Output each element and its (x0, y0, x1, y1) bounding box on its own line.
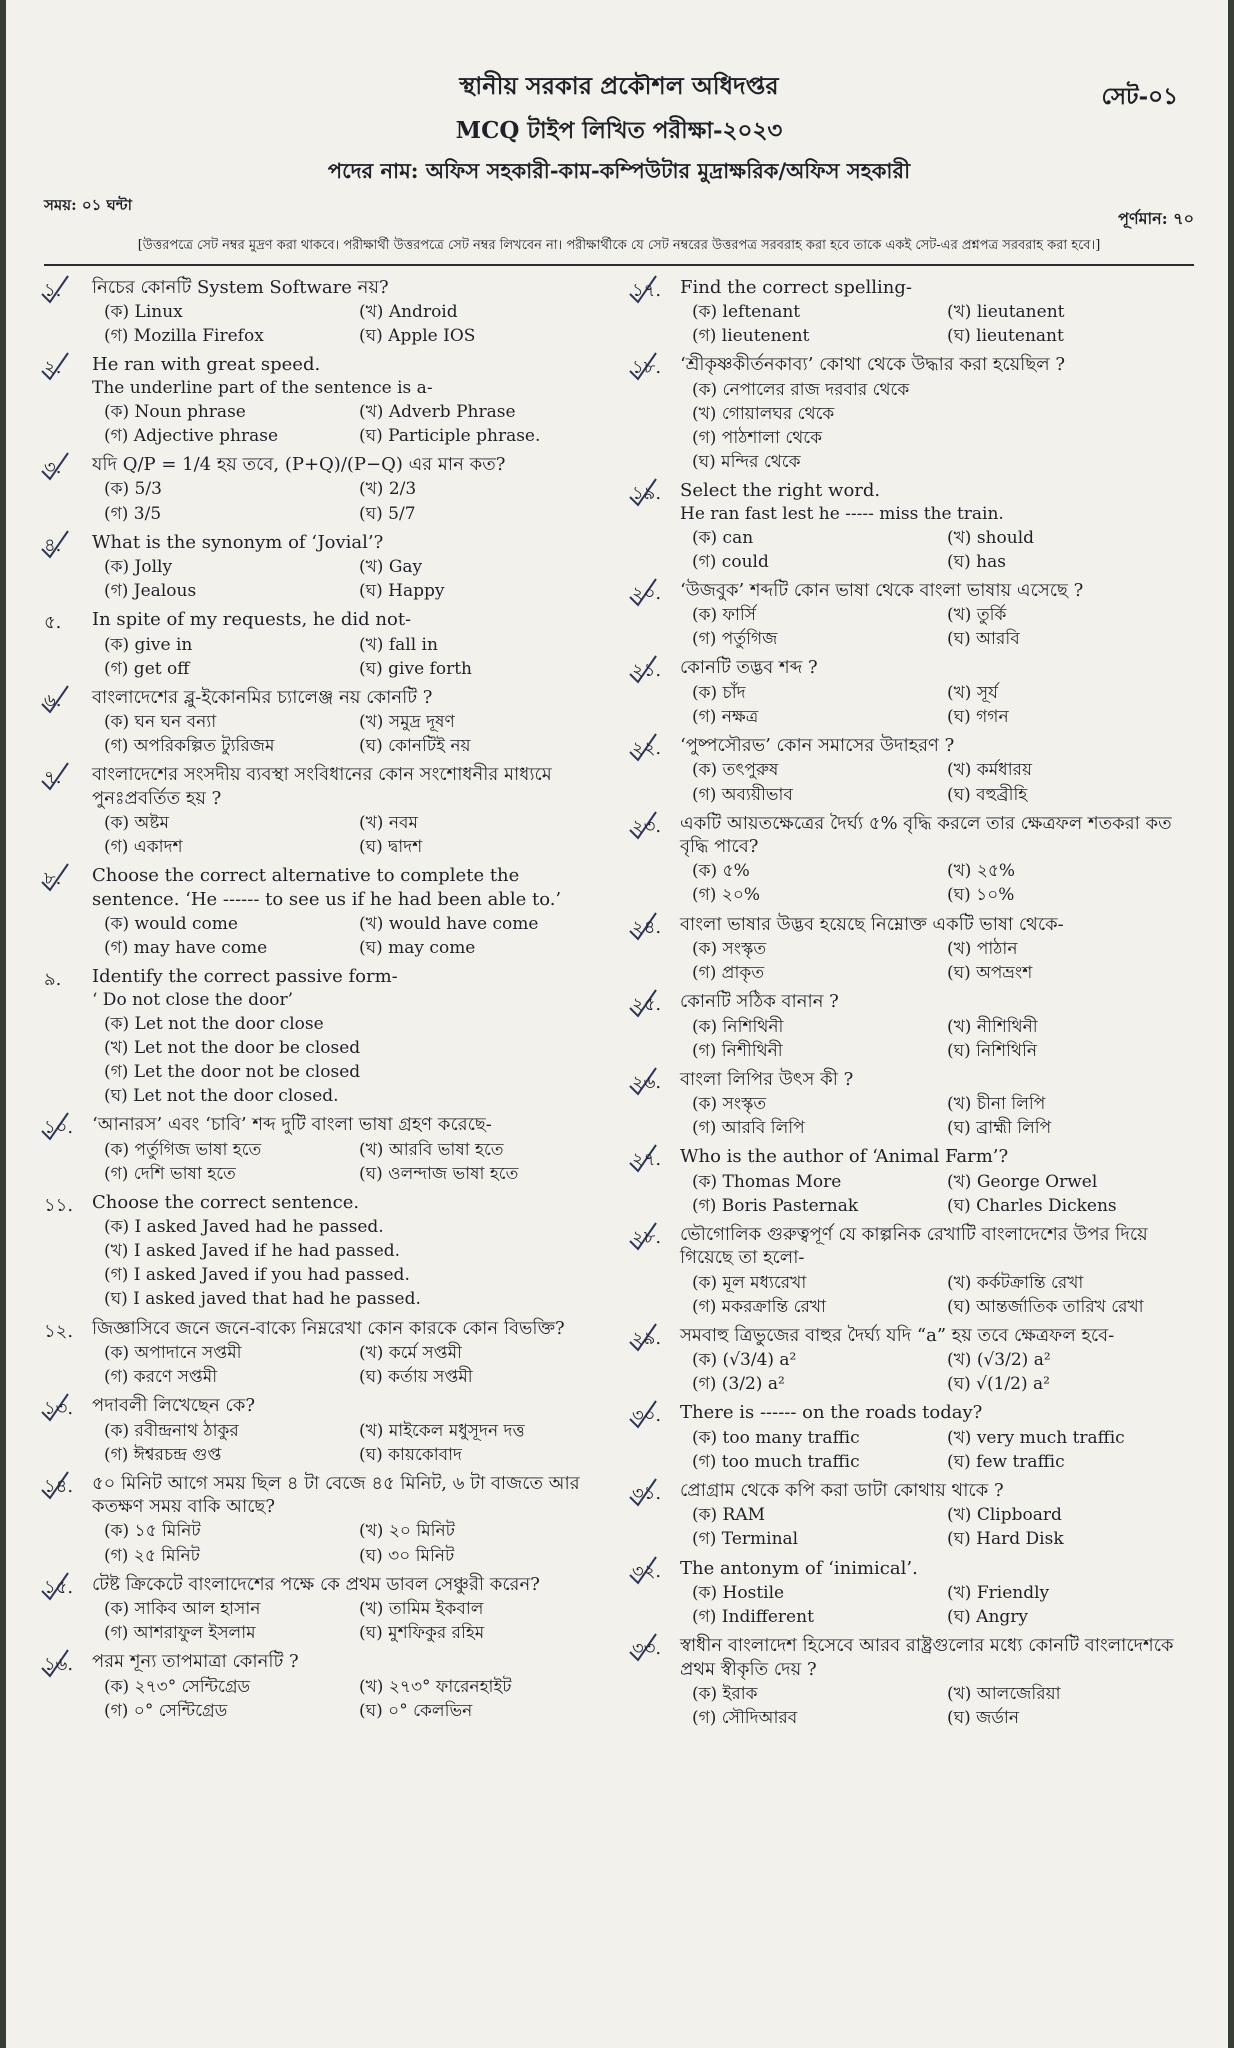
answer-option: (খ) চীনা লিপি (947, 1094, 1046, 1115)
option-list (104, 634, 606, 680)
option-list (104, 711, 606, 757)
answer-option: (খ) আলজেরিয়া (947, 1683, 1061, 1704)
answer-option: (ঘ) Let not the door closed. (104, 1086, 339, 1107)
question-number: ২৯. (632, 1327, 662, 1349)
question-item (44, 1394, 606, 1466)
question-text: স্বাধীন বাংলাদেশ হিসেবে আরব রাষ্ট্রগুলোর মধ্যে কোনটি বাংলাদেশকে প্রথম স্বীকৃতি দেয় ? (680, 1635, 1174, 1680)
answer-option: (ক) ৫% (692, 861, 750, 882)
answer-option: (ক) (√3/4) a² (692, 1350, 797, 1371)
answer-option: (গ) 3/5 (104, 503, 162, 524)
question-item (44, 686, 606, 758)
answer-option: (গ) নিশীথিনী (692, 1040, 783, 1061)
option-list (692, 301, 1194, 347)
question-item (44, 763, 606, 858)
answer-option: (গ) নক্ষত্র (692, 706, 759, 727)
question-text: Find the correct spelling- (680, 276, 912, 298)
answer-option: (খ) কর্কটক্রান্তি রেখা (947, 1272, 1084, 1293)
answer-option: (খ) Clipboard (947, 1505, 1062, 1526)
answer-option: (ঘ) বহুব্রীহি (947, 784, 1028, 805)
question-text: কোনটি তদ্ভব শব্দ ? (680, 657, 818, 679)
answer-option: (ক) চাঁদ (692, 682, 746, 703)
answer-option: (ক) Let not the door close (104, 1013, 324, 1034)
question-text: বাংলাদেশের ব্লু-ইকোনমির চ্যালেঞ্জ নয় কোনটি ? (92, 686, 433, 708)
answer-option: (ক) can (692, 527, 754, 548)
question-number: ৩৩. (632, 1638, 662, 1660)
answer-option: (গ) ২৫ মিনিট (104, 1545, 200, 1566)
answer-option: (গ) Boris Pasternak (692, 1195, 859, 1216)
answer-option: (ঘ) ওলন্দাজ ভাষা হতে (359, 1163, 519, 1184)
answer-option: (ক) নিশিথিনী (692, 1016, 784, 1037)
question-item (632, 1401, 1194, 1473)
answer-option: (খ) would have come (359, 914, 539, 935)
answer-option: (ঘ) give forth (359, 658, 472, 679)
question-text: ‘ Do not close the door’ (92, 989, 294, 1010)
option-list (692, 1582, 1194, 1628)
answer-option: (ক) Linux (104, 302, 183, 323)
option-list (104, 1139, 606, 1185)
answer-option: (খ) কর্মে সপ্তমী (359, 1342, 462, 1363)
answer-option: (ক) ইরাক (692, 1683, 758, 1704)
question-text: বাংলা লিপির উৎস কী ? (680, 1068, 854, 1090)
answer-option: (ঘ) few traffic (947, 1451, 1065, 1472)
question-text: বাংলাদেশের সংসদীয় ব্যবস্থা সংবিধানের কোন সংশোধনীর মাধ্যমে পুনঃপ্রবর্তিত হয় ? (92, 764, 552, 809)
option-list (104, 1216, 606, 1310)
option-list (692, 860, 1194, 906)
answer-option: (গ) ঈশ্বরচন্দ্র গুপ্ত (104, 1444, 222, 1465)
answer-option: (গ) Adjective phrase (104, 426, 279, 446)
answer-option: (খ) Gay (359, 557, 423, 578)
answer-option: (ঘ) Hard Disk (947, 1529, 1064, 1550)
option-list (692, 938, 1194, 984)
answer-option: (ক) রবীন্দ্রনাথ ঠাকুর (104, 1420, 239, 1441)
left-column (44, 276, 606, 1735)
answer-option: (খ) Adverb Phrase (359, 401, 516, 422)
answer-option: (ঘ) আন্তর্জাতিক তারিখ রেখা (947, 1296, 1144, 1317)
answer-option: (ক) ঘন ঘন বন্যা (104, 712, 217, 733)
question-text: In spite of my requests, he did not- (92, 609, 412, 631)
question-text: পদাবলী লিখেছেন কে? (92, 1395, 255, 1417)
answer-option: (খ) ২০ মিনিট (359, 1521, 455, 1542)
question-number: ২১. (632, 660, 662, 682)
question-item (632, 1634, 1194, 1729)
question-number: ১১. (44, 1194, 74, 1216)
answer-option: (গ) Indifferent (692, 1607, 814, 1628)
question-item (632, 1557, 1194, 1629)
question-number: ১. (44, 279, 62, 301)
question-item (632, 353, 1194, 473)
question-number: ১৮. (632, 357, 662, 379)
question-number: ২. (44, 357, 62, 379)
answer-option: (খ) গোয়ালঘর থেকে (692, 403, 835, 424)
question-number: ৩০. (632, 1405, 662, 1427)
option-list (692, 682, 1194, 728)
question-text: ভৌগোলিক গুরুত্বপূর্ণ যে কাল্পনিক রেখাটি বাংলাদেশের উপর দিয়ে গিয়েছে তা হলো- (680, 1223, 1148, 1269)
question-number: ৯. (44, 969, 62, 991)
answer-option: (ক) অপাদানে সপ্তমী (104, 1342, 242, 1363)
question-text: ৫০ মিনিট আগে সময় ছিল ৪ টা বেজে ৪৫ মিনিট, ৬ টা বাজতে আর কতক্ষণ সময় বাকি আছে? (92, 1472, 580, 1518)
option-list (104, 401, 606, 447)
instruction: [উত্তরপত্রে সেট নম্বর মুদ্রণ করা থাকবে। পরীক্ষার্থী উত্তরপত্রে সেট নম্বর লিখবেন না। পরীক্ষার্থীকে যে সেট নম্বরের উত্তরপত্র সরবরাহ করা হবে তাকে একই সেট-এর প্রশ্নপত্র সরবরাহ করা হবে।] (137, 238, 1101, 253)
question-number: ৬. (44, 689, 62, 711)
answer-option: (ঘ) মন্দির থেকে (692, 452, 801, 473)
question-item (632, 913, 1194, 985)
answer-option: (ক) give in (104, 634, 193, 655)
answer-option: (ক) ফার্সি (692, 605, 757, 626)
answer-option: (খ) কর্মধারয় (947, 760, 1032, 781)
question-item (44, 1191, 606, 1311)
option-list (692, 1683, 1194, 1729)
answer-option: (ঘ) দ্বাদশ (359, 837, 423, 858)
answer-option: (ঘ) মুশফিকুর রহিম (359, 1623, 485, 1644)
option-list (692, 759, 1194, 805)
question-text: নিচের কোনটি System Software নয়? (92, 276, 389, 298)
question-text: Select the right word. (680, 480, 881, 502)
option-list (692, 1349, 1194, 1395)
answer-option: (খ) মাইকেল মধুসূদন দত্ত (359, 1420, 525, 1441)
question-item (44, 1317, 606, 1389)
answer-option: (ঘ) Apple IOS (359, 326, 476, 347)
question-item (632, 656, 1194, 728)
question-item (632, 276, 1194, 348)
answer-option: (ঘ) 5/7 (359, 503, 416, 524)
answer-option: (ঘ) গগন (947, 706, 1009, 727)
answer-option: (গ) (3/2) a² (692, 1374, 785, 1395)
org-name: স্থানীয় সরকার প্রকৌশল অধিদপ্তর (459, 71, 779, 100)
answer-option: (গ) may have come (104, 938, 268, 959)
question-item (632, 1223, 1194, 1318)
answer-option: (খ) I asked Javed if he had passed. (104, 1241, 401, 1262)
option-list (104, 556, 606, 602)
answer-option: (ঘ) কায়কোবাদ (359, 1444, 462, 1465)
answer-option: (ঘ) কর্তায় সপ্তমী (359, 1367, 473, 1388)
question-text: ‘আনারস’ এবং ‘চাবি’ শব্দ দুটি বাংলা ভাষা গ্রহণ করেছে- (92, 1114, 492, 1136)
question-text: ‘উজবুক’ শব্দটি কোন ভাষা থেকে বাংলা ভাষায় এসেছে ? (680, 579, 1084, 601)
answer-option: (ক) ১৫ মিনিট (104, 1521, 201, 1542)
answer-option: (গ) করণে সপ্তমী (104, 1367, 218, 1388)
question-text: He ran fast lest he ----- miss the train. (680, 503, 1004, 524)
question-text: প্রোগ্রাম থেকে কপি করা ডাটা কোথায় থাকে ? (680, 1480, 1004, 1501)
answer-option: (খ) (√3/2) a² (947, 1350, 1051, 1371)
answer-option: (ঘ) ১০% (947, 885, 1015, 906)
option-list (692, 527, 1194, 573)
answer-option: (খ) আরবি ভাষা হতে (359, 1139, 504, 1160)
question-columns (44, 276, 1194, 1735)
answer-option: (খ) ২৭৩° ফারেনহাইট (359, 1676, 512, 1697)
question-number: ১০. (44, 1117, 74, 1139)
question-number: ২২. (632, 738, 662, 760)
answer-option: (ঘ) Charles Dickens (947, 1195, 1117, 1216)
question-text: What is the synonym of ‘Jovial’? (92, 531, 384, 553)
question-item (44, 864, 606, 959)
option-list (104, 301, 606, 347)
answer-option: (খ) ২৫% (947, 861, 1016, 882)
answer-option: (গ) lieutenent (692, 326, 810, 347)
answer-option: (ক) Hostile (692, 1582, 785, 1603)
question-item (44, 608, 606, 680)
answer-option: (খ) নবম (359, 813, 418, 834)
answer-option: (ক) সংস্কৃত (692, 1094, 767, 1115)
answer-option: (ঘ) Participle phrase. (359, 426, 541, 446)
option-list (104, 1342, 606, 1388)
answer-option: (ঘ) নিশিথিনি (947, 1040, 1037, 1061)
answer-option: (ক) too many traffic (692, 1427, 860, 1448)
question-number: ১২. (44, 1320, 74, 1342)
question-text: There is ------ on the roads today? (680, 1402, 983, 1424)
exam-title: MCQ টাইপ লিখিত পরীক্ষা-২০২৩ (455, 117, 783, 144)
option-list (692, 1272, 1194, 1318)
question-number: ৪. (44, 534, 62, 556)
answer-option: (ক) পর্তুগিজ ভাষা হতে (104, 1139, 262, 1160)
answer-option: (খ) lieutanent (947, 302, 1065, 323)
answer-option: (গ) get off (104, 658, 190, 679)
set-number: সেট-০১ (1101, 83, 1178, 110)
question-number: ২৫. (632, 994, 662, 1016)
answer-option: (ঘ) has (947, 551, 1006, 572)
answer-option: (খ) Let not the door be closed (104, 1037, 361, 1058)
question-item (632, 1068, 1194, 1140)
answer-option: (গ) দেশি ভাষা হতে (104, 1163, 236, 1184)
question-item (632, 1145, 1194, 1217)
question-text: কোনটি সঠিক বানান ? (680, 991, 839, 1013)
answer-option: (ঘ) Happy (359, 581, 445, 602)
answer-option: (গ) could (692, 551, 769, 572)
post-name: পদের নাম: অফিস সহকারী-কাম-কম্পিউটার মুদ্রাক্ষরিক/অফিস সহকারী (327, 158, 911, 183)
question-number: ৩২. (632, 1560, 662, 1582)
question-number: ২০. (632, 582, 662, 604)
option-list (104, 1520, 606, 1566)
answer-option: (ঘ) কোনটিই নয় (359, 736, 471, 757)
answer-option: (গ) ২০% (692, 885, 761, 906)
answer-option: (খ) সমুদ্র দূষণ (359, 712, 455, 733)
option-list (692, 604, 1194, 650)
answer-option: (গ) too much traffic (692, 1451, 860, 1472)
question-text: He ran with great speed. (92, 354, 321, 376)
header-divider (44, 264, 1194, 266)
answer-option: (ক) সংস্কৃত (692, 938, 767, 959)
question-text: ‘পুষ্পসৌরভ’ কোন সমাসের উদাহরণ ? (680, 735, 955, 757)
answer-option: (ঘ) ৩০ মিনিট (359, 1545, 455, 1566)
answer-option: (ঘ) ০° কেলভিন (359, 1700, 473, 1721)
answer-option: (ক) অষ্টম (104, 813, 169, 834)
question-number: ২৩. (632, 815, 662, 837)
answer-option: (ক) Noun phrase (104, 401, 246, 422)
question-number: ৩১. (632, 1483, 662, 1504)
option-list (692, 1171, 1194, 1217)
option-list (692, 379, 1194, 473)
question-item (44, 353, 606, 447)
question-number: ১৭. (632, 279, 662, 301)
question-number: ১৫. (44, 1576, 74, 1598)
question-number: ১৯. (632, 483, 662, 505)
answer-option: (ক) নেপালের রাজ দরবার থেকে (692, 379, 910, 400)
exam-time: সময়: ০১ ঘন্টা (44, 196, 132, 214)
question-item (632, 734, 1194, 806)
right-column (632, 276, 1194, 1735)
answer-option: (ঘ) অপভ্রংশ (947, 963, 1033, 984)
answer-option: (ঘ) আরবি (947, 629, 1020, 650)
option-list (104, 812, 606, 858)
answer-option: (ক) 5/3 (104, 479, 162, 500)
answer-option: (খ) Android (359, 302, 458, 323)
answer-option: (গ) অপরিকল্পিত ট্যুরিজম (104, 736, 275, 757)
answer-option: (খ) should (947, 527, 1035, 548)
question-text: Choose the correct alternative to complete the sentence. ‘He ------ to see us if he had been able to.’ (92, 865, 562, 910)
answer-option: (গ) ০° সেন্টিগ্রেড (104, 1700, 228, 1721)
answer-option: (গ) পর্তুগিজ (692, 629, 778, 650)
answer-option: (ক) Thomas More (692, 1171, 842, 1192)
answer-option: (খ) George Orwel (947, 1171, 1098, 1192)
question-item (44, 1573, 606, 1645)
answer-option: (গ) আশরাফুল ইসলাম (104, 1623, 256, 1644)
question-text: The antonym of ‘inimical’. (680, 1557, 918, 1579)
answer-option: (ক) সাকিব আল হাসান (104, 1599, 261, 1620)
question-number: ৫. (44, 612, 62, 634)
question-item (44, 276, 606, 348)
question-item (44, 1650, 606, 1722)
option-list (104, 1420, 606, 1466)
question-number: ১৬. (44, 1654, 74, 1676)
question-item (632, 812, 1194, 907)
meta-row (44, 192, 1194, 233)
answer-option: (গ) পাঠশালা থেকে (692, 428, 822, 448)
option-list (692, 1093, 1194, 1139)
question-text: পরম শূন্য তাপমাত্রা কোনটি ? (92, 1651, 299, 1673)
question-number: ২৮. (632, 1226, 662, 1248)
question-number: ১৪. (44, 1475, 74, 1497)
answer-option: (ক) তৎপুরুষ (692, 760, 779, 781)
question-number: ১৩. (44, 1398, 74, 1420)
answer-option: (গ) মকরক্রান্তি রেখা (692, 1296, 826, 1317)
question-item (44, 1113, 606, 1185)
question-item (632, 579, 1194, 651)
answer-option: (ক) leftenant (692, 302, 801, 323)
option-list (692, 1504, 1194, 1550)
question-item (44, 1472, 606, 1567)
option-list (104, 1676, 606, 1722)
answer-option: (খ) নীশিথিনী (947, 1016, 1038, 1037)
option-list (692, 1427, 1194, 1473)
answer-option: (গ) অব্যয়ীভাব (692, 784, 793, 805)
answer-option: (ক) Jolly (104, 557, 173, 578)
answer-option: (খ) 2/3 (359, 479, 417, 500)
answer-option: (ঘ) lieutenant (947, 326, 1064, 347)
answer-option: (খ) very much traffic (947, 1427, 1125, 1448)
answer-option: (ঘ) Angry (947, 1607, 1029, 1628)
question-number: ৩. (44, 457, 62, 479)
answer-option: (ক) RAM (692, 1505, 766, 1526)
option-list (104, 1598, 606, 1644)
answer-option: (খ) তুর্কি (947, 605, 1007, 626)
answer-option: (খ) fall in (359, 634, 438, 655)
question-text: ‘শ্রীকৃষ্ণকীর্তনকাব্য’ কোথা থেকে উদ্ধার করা হয়েছিল ? (680, 354, 1066, 376)
question-item (44, 965, 606, 1107)
option-list (692, 1016, 1194, 1062)
exam-paper (6, 0, 1228, 2048)
answer-option: (খ) Friendly (947, 1582, 1050, 1603)
answer-option: (ঘ) জর্ডান (947, 1708, 1019, 1729)
question-item (44, 453, 606, 525)
answer-option: (গ) Let the door not be closed (104, 1062, 361, 1083)
question-text: Identify the correct passive form- (92, 966, 398, 988)
question-number: ৭. (44, 767, 62, 789)
answer-option: (গ) একাদশ (104, 837, 183, 858)
answer-option: (ঘ) √(1/2) a² (947, 1374, 1050, 1395)
question-item (632, 1324, 1194, 1396)
question-text: সমবাহু ত্রিভুজের বাহুর দৈর্ঘ্য যদি “a” হয় তবে ক্ষেত্রফল হবে- (680, 1324, 1115, 1346)
question-item (632, 1479, 1194, 1551)
answer-option: (গ) Mozilla Firefox (104, 326, 264, 347)
paper-header (44, 68, 1194, 190)
question-item (632, 990, 1194, 1062)
question-number: ২৭. (632, 1149, 662, 1171)
answer-option: (গ) Terminal (692, 1529, 799, 1550)
question-number: ২৪. (632, 916, 662, 938)
answer-option: (গ) সৌদিআরব (692, 1708, 798, 1729)
question-number: ৮. (44, 868, 62, 890)
answer-option: (ক) I asked Javed had he passed. (104, 1217, 384, 1238)
question-item (44, 531, 606, 603)
option-list (104, 1013, 606, 1107)
answer-option: (গ) প্রাকৃত (692, 963, 765, 984)
answer-option: (ঘ) may come (359, 938, 476, 959)
question-text: Choose the correct sentence. (92, 1191, 360, 1213)
question-number: ২৬. (632, 1071, 662, 1093)
question-text: টেষ্ট ক্রিকেটে বাংলাদেশের পক্ষে কে প্রথম ডাবল সেঞ্চুরী করেন? (92, 1573, 540, 1595)
question-text: যদি Q/P = 1/4 হয় তবে, (P+Q)/(P−Q) এর মান কত? (92, 454, 506, 476)
answer-option: (ঘ) ব্রাহ্মী লিপি (947, 1118, 1052, 1139)
option-list (104, 478, 606, 524)
option-list (104, 913, 606, 959)
question-text: জিজ্ঞাসিবে জনে জনে-বাক্যে নিম্নরেখা কোন কারকে কোন বিভক্তি? (92, 1317, 565, 1339)
full-marks: পূর্ণমান: ৭০ (1118, 209, 1194, 228)
answer-option: (ঘ) I asked javed that had he passed. (104, 1289, 421, 1310)
answer-option: (খ) তামিম ইকবাল (359, 1599, 484, 1620)
answer-option: (খ) সূর্য (947, 682, 998, 703)
answer-option: (ক) would come (104, 914, 238, 935)
question-text: বাংলা ভাষার উদ্ভব হয়েছে নিম্নোক্ত একটি ভাষা থেকে- (680, 913, 1064, 935)
question-item (632, 479, 1194, 573)
answer-option: (ক) ২৭৩° সেন্টিগ্রেড (104, 1676, 251, 1697)
answer-option: (ক) মূল মধ্যরেখা (692, 1272, 807, 1293)
question-text: Who is the author of ‘Animal Farm’? (680, 1146, 1009, 1168)
answer-option: (গ) আরবি লিপি (692, 1118, 805, 1139)
answer-option: (গ) Jealous (104, 581, 197, 602)
question-text: একটি আয়তক্ষেত্রের দৈর্ঘ্য ৫% বৃদ্ধি করলে তার ক্ষেত্রফল শতকরা কত বৃদ্ধি পাবে? (680, 812, 1172, 857)
question-text: The underline part of the sentence is a- (92, 377, 433, 398)
answer-option: (খ) পাঠান (947, 938, 1018, 959)
answer-option: (গ) I asked Javed if you had passed. (104, 1265, 410, 1286)
